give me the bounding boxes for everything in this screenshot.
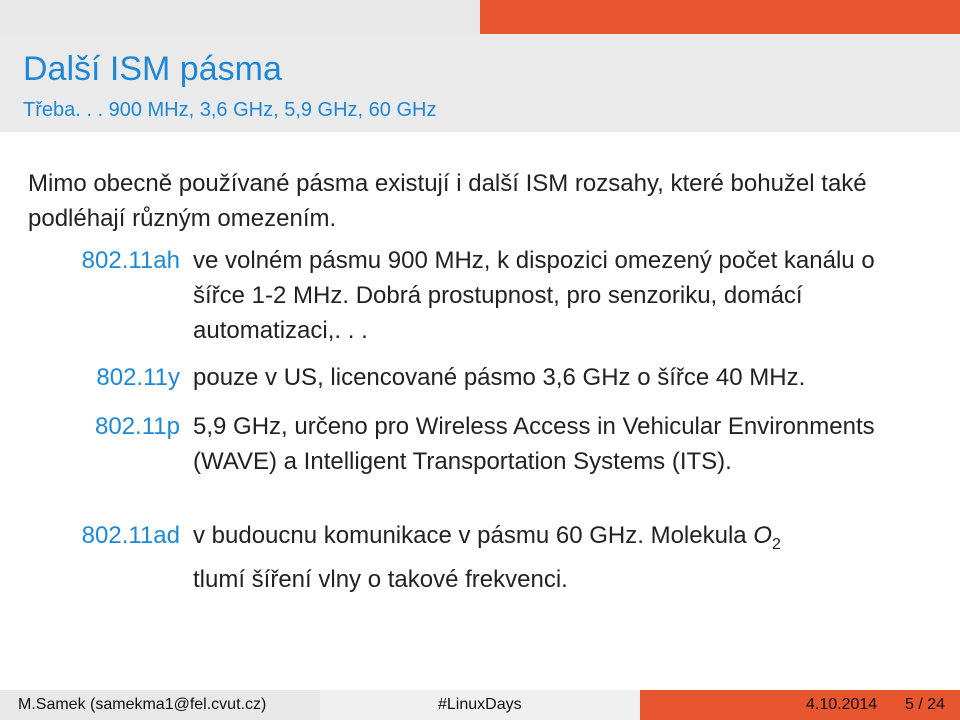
top-bar (0, 0, 960, 34)
item-value-tail: tlumí šíření vlny o takové frekvenci. (193, 565, 568, 593)
footer-page-number: 5 / 24 (905, 696, 946, 713)
item-key: 802.11y (96, 364, 180, 391)
footer-left (0, 690, 320, 720)
item-value: ve volném pásmu 900 MHz, k dispozici omezený počet kanálu o šířce 1-2 MHz. Dobrá prostupnost, pro senzoriku, domácí automatizaci,. . . (193, 247, 875, 344)
formula: O (753, 522, 772, 549)
item-value (193, 518, 933, 597)
slide-title: Další ISM pásma (23, 50, 282, 88)
footer-date: 4.10.2014 (806, 696, 878, 713)
top-bar-right (480, 0, 960, 34)
item-value: 5,9 GHz, určeno pro Wireless Access in Vehicular Environments (WAVE) a Intelligent Transportation Systems (ITS). (193, 413, 875, 475)
footer-right (640, 690, 960, 720)
formula-subscript: 2 (771, 535, 781, 553)
item-key: 802.11ah (81, 247, 180, 274)
footer (0, 690, 960, 720)
footer-event: #LinuxDays (438, 696, 522, 713)
footer-center (320, 690, 640, 720)
item-value-main: v budoucnu komunikace v pásmu 60 GHz. Molekula (193, 522, 754, 549)
footer-author: M.Samek (samekma1@fel.cvut.cz) (18, 696, 267, 713)
item-key: 802.11p (95, 413, 180, 440)
slide-subtitle: Třeba. . . 900 MHz, 3,6 GHz, 5,9 GHz, 60 GHz (23, 99, 437, 121)
intro-paragraph: Mimo obecně používané pásma existují i další ISM rozsahy, které bohužel také podléhají různým omezením. (28, 170, 867, 232)
top-bar-left (0, 0, 480, 34)
item-value: pouze v US, licencované pásmo 3,6 GHz o šířce 40 MHz. (193, 364, 806, 391)
item-key: 802.11ad (81, 522, 180, 549)
